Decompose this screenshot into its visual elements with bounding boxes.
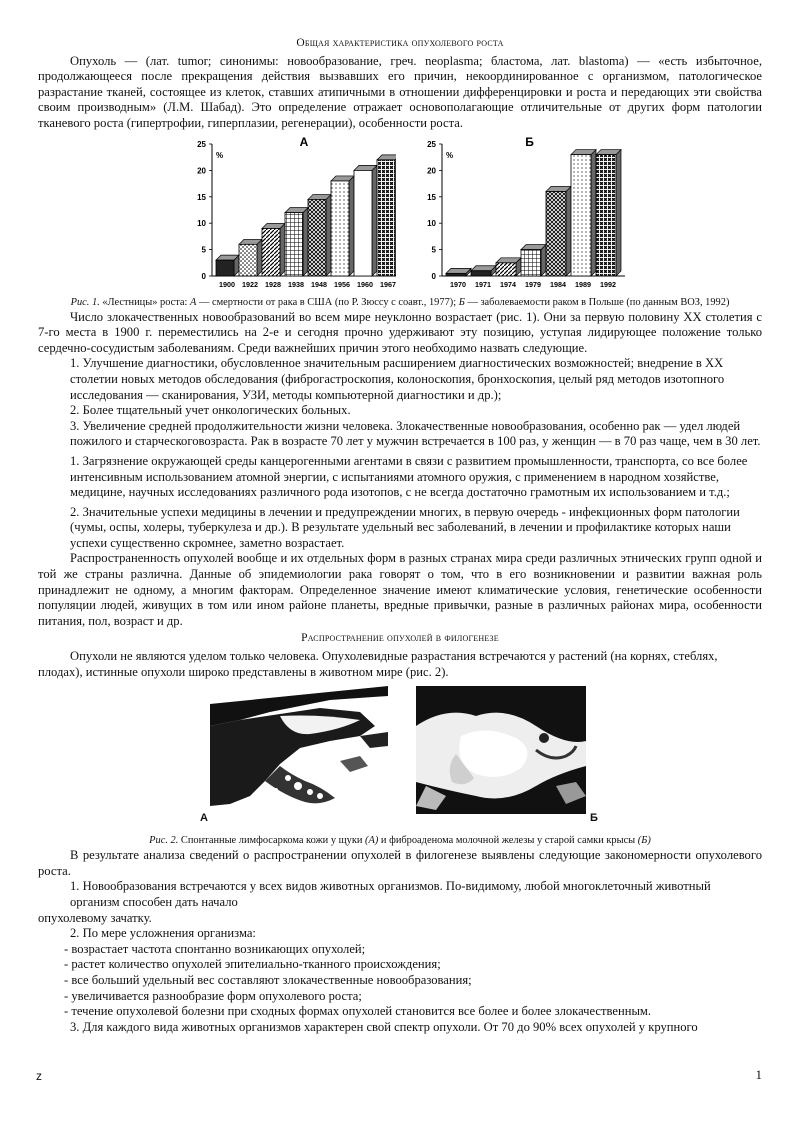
figure-1-charts [38,134,762,296]
photo-label-b: Б [590,812,598,825]
list-item-all-species: 1. Новообразования встречаются у всех видов животных организмов. По-видимому, любой многоклеточный животный организм способен дать начало [70,879,711,909]
y-tick-label: 10 [427,218,436,228]
y-tick-label: 15 [197,192,206,202]
x-tick-label: 1989 [575,279,591,289]
x-tick-label: 1971 [475,279,491,289]
chart-title: Б [525,134,534,149]
photo-pike-lymphosarcoma [210,686,388,808]
list-item-diagnostics: 1. Улучшение диагностики, обусловленное значительным расширением диагностических возможностей; внедрение в XX столетии новых методов обследования (фиброгастроскопия, колоноскопия, бронхоскопия, целый ряд методов изотопного исследования — сканирования, УЗИ, методы компьютерной диагностики и др.); [70,356,725,402]
figure-1-caption-a-text: — смертности от рака в США (по Р. Зюссу с соавт., 1977); [196,296,459,308]
y-tick-label: 20 [197,165,206,175]
bar [471,265,496,275]
bar [285,207,308,275]
bar [446,268,471,276]
figure-1-caption-text: «Лестницы» роста: [99,296,191,308]
x-tick-label: 1938 [288,279,304,289]
paragraph-definition: Опухоль — (лат. tumor; синонимы: новообразование, греч. neoplasma; бластома, лат. blastoma) — «есть избыточное, продолжающееся после прекращения действия вызвавших его причин, некоординированное с организмом, патологическое разрастание тканей, состоящее из клеток, ставших атипичными в отношении дифференцировки и роста и передающих эти свойства своим производным» (Л.М. Шабад). Это определение отражает основополагающие отличительные от других форм патологии тканевого роста (гипертрофии, гиперплазии, регенерации), особенности роста. [38,53,762,130]
y-tick-label: 0 [431,271,436,281]
bar [216,255,239,276]
bar [239,239,262,276]
x-tick-label: 1974 [500,279,516,289]
y-tick-label: 25 [197,139,206,149]
figure-2-caption-text: Спонтанные лимфосаркома кожи у щуки [178,835,366,847]
x-tick-label: 1967 [380,279,396,289]
footer-mark: z [36,1069,42,1083]
chart-a [186,134,396,296]
figure-2-caption-b: (Б) [637,835,651,847]
dash-item-malignant: - все больший удельный вес составляют злокачественные новообразования; [64,972,472,987]
figure-1-caption-b: Б [458,296,465,308]
figure-1-caption [38,296,762,309]
section-title-general: Общая характеристика опухолевого роста [296,37,504,49]
chart-b [416,134,626,296]
dash-item-frequency: - возрастает частота спонтанно возникающих опухолей; [64,941,366,956]
figure-1-caption-a: А [190,296,197,308]
list-item-pollution: 1. Загрязнение окружающей среды канцерогенными агентами в связи с развитием промышленности, транспорта, со все более интенсивным использованием атомной энергии, с испытаниями атомного оружия, с применением в народном хозяйстве, медицине, научных исследованиях различного рода изотопов, с не всегда достаточно грамотным их использованием и т.д.; [70,453,748,500]
section-title-phylogenesis: Распространение опухолей в филогенезе [301,632,499,645]
figure-2-photos [38,686,762,830]
dash-item-epithelial: - растет количество опухолей эпителиально-тканного происхождения; [64,957,441,972]
bar [262,223,285,276]
figure-2-caption-mid: и фиброаденома молочной железы у старой самки крысы [378,835,638,847]
figure-2-caption-a: (А) [365,835,379,847]
list-item-medicine: 2. Значительные успехи медицины в лечении и предупреждении многих, в первую очередь - инфекционных форм патологии (чумы, оспы, холеры, туберкулеза и др.). В результате удельный вес заболеваний, в лечении и профилактике которых наши успехи существенно скромнее, заметно возрастает. [70,504,740,550]
dash-item-course: - течение опухолевой болезни при сходных формах опухолей становится все более и более злокачественным. [64,1004,652,1019]
y-axis-label: % [216,150,224,160]
bar [354,165,377,276]
y-tick-label: 5 [431,245,436,255]
bar [571,149,596,275]
figure-2-caption [38,834,762,847]
list-item-spectrum: 3. Для каждого вида животных организмов характерен свой спектр опухоли. От 70 до 90% всех опухолей у крупного [70,1019,698,1034]
y-axis-label: % [446,150,454,160]
y-tick-label: 25 [427,139,436,149]
paragraph-epidemiology: Распространенность опухолей вообще и их отдельных форм в разных странах мира среди различных этнических групп одной и той же страны различна. Данные об эпидемиологии рака говорят о том, что в его возникновении и развитии важная роль принадлежит не одному, а многим факторам. Определенное значение имеют климатические условия, генетические особенности популяции людей, живущих в том или ином районе планеты, вредные привычки, разные в различных районах мира, особенности питания, пол, возраст и др. [38,551,762,628]
y-tick-label: 10 [197,218,206,228]
list-item-all-species-continued: опухолевому зачатку. [38,910,152,925]
x-tick-label: 1960 [357,279,373,289]
bar [521,244,546,275]
bar [546,186,571,275]
x-tick-label: 1979 [525,279,541,289]
bar [308,194,331,276]
list-item-complexity: 2. По мере усложнения организма: [70,926,256,941]
paragraph-growth: Число злокачественных новообразований во всем мире неуклонно возрастает (рис. 1). Они за первую половину XX столетия с 7-го места в 1900 г. переместились на 2-е и сегодня прочно удерживают эту позицию, уступая лидирующее положение только сердечно-сосудистым заболеваниям. Среди важнейших причин этого необходимо назвать следующие. [38,309,762,355]
x-tick-label: 1992 [600,279,616,289]
x-tick-label: 1928 [265,279,281,289]
bar [331,176,354,276]
x-tick-label: 1970 [450,279,466,289]
figure-2-caption-label: Рис. 2. [149,835,179,847]
list-item-accounting: 2. Более тщательный учет онкологических больных. [70,403,351,418]
chart-title: А [299,134,309,149]
bar [377,154,396,275]
bar [596,149,621,275]
list-item-lifespan: 3. Увеличение средней продолжительности жизни человека. Злокачественные новообразования, особенно рак — удел людей пожилого и старческоговозраста. Рак в возрасте 70 лет у мужчин встречается в 100 раз, у женщин — в 70 раз чаще, чем в 30 лет. [70,418,761,449]
y-tick-label: 20 [427,165,436,175]
dash-item-variety: - увеличивается разнообразие форм опухолевого роста; [64,988,362,1003]
figure-1-caption-b-text: — заболеваемости раком в Польше (по данным ВОЗ, 1992) [464,296,730,308]
photo-rat-fibroadenoma [416,686,586,814]
x-tick-label: 1922 [242,279,258,289]
photo-label-a: А [200,812,208,825]
x-tick-label: 1984 [550,279,566,289]
paragraph-patterns: В результате анализа сведений о распространении опухолей в филогенезе выявлены следующие закономерности опухолевого роста. [38,848,762,878]
x-tick-label: 1948 [311,279,327,289]
figure-1-caption-label: Рис. 1. [70,296,100,308]
y-tick-label: 5 [201,245,206,255]
paragraph-phylogenesis: Опухоли не являются уделом только человека. Опухолевидные разрастания встречаются у растений (на корнях, стеблях, плодах), истинные опухоли широко представлены в животном мире (рис. 2). [38,649,718,679]
bar [496,257,521,275]
page-number: 1 [755,1067,762,1082]
x-tick-label: 1956 [334,279,350,289]
y-tick-label: 0 [201,271,206,281]
y-tick-label: 15 [427,192,436,202]
document-page [38,36,762,1035]
x-tick-label: 1900 [219,279,235,289]
